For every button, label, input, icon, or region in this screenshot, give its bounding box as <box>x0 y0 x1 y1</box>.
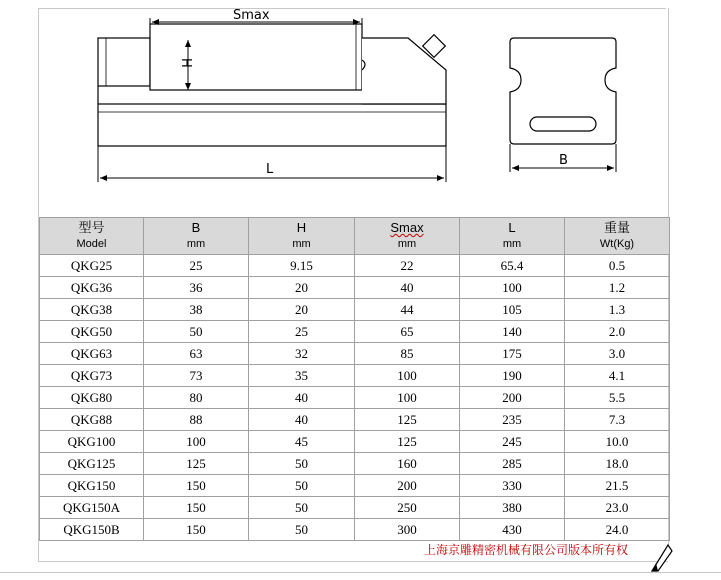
cell-smax: 22 <box>355 255 460 277</box>
cell-weight: 21.5 <box>565 475 670 497</box>
cell-smax: 100 <box>355 387 460 409</box>
cell-b: 38 <box>144 299 249 321</box>
l-label: L <box>266 162 274 177</box>
cell-l: 100 <box>460 277 565 299</box>
cell-weight: 18.0 <box>565 453 670 475</box>
table-row <box>40 255 670 277</box>
cell-model: QKG38 <box>40 299 144 321</box>
table-row <box>40 321 670 343</box>
cell-weight: 0.5 <box>565 255 670 277</box>
cell-model: QKG150 <box>40 475 144 497</box>
cell-h: 40 <box>249 387 355 409</box>
cell-weight: 24.0 <box>565 519 670 541</box>
cell-model: QKG125 <box>40 453 144 475</box>
cell-l: 190 <box>460 365 565 387</box>
cell-smax: 125 <box>355 409 460 431</box>
cell-l: 200 <box>460 387 565 409</box>
cell-l: 285 <box>460 453 565 475</box>
cell-l: 140 <box>460 321 565 343</box>
cell-h: 50 <box>249 475 355 497</box>
page-curl-icon <box>650 543 674 573</box>
cell-b: 63 <box>144 343 249 365</box>
cell-b: 150 <box>144 497 249 519</box>
cell-weight: 10.0 <box>565 431 670 453</box>
cell-b: 80 <box>144 387 249 409</box>
table-row <box>40 277 670 299</box>
cell-b: 73 <box>144 365 249 387</box>
table-row <box>40 431 670 453</box>
cell-weight: 23.0 <box>565 497 670 519</box>
cell-smax: 160 <box>355 453 460 475</box>
table-header-row <box>40 218 670 255</box>
cell-b: 100 <box>144 431 249 453</box>
table-row <box>40 299 670 321</box>
cell-weight: 1.3 <box>565 299 670 321</box>
cell-l: 235 <box>460 409 565 431</box>
cell-h: 35 <box>249 365 355 387</box>
cell-weight: 1.2 <box>565 277 670 299</box>
table-row <box>40 343 670 365</box>
cell-l: 105 <box>460 299 565 321</box>
cell-h: 25 <box>249 321 355 343</box>
cell-smax: 65 <box>355 321 460 343</box>
cell-b: 36 <box>144 277 249 299</box>
cell-b: 125 <box>144 453 249 475</box>
cell-b: 150 <box>144 475 249 497</box>
header-b: B mm <box>144 218 249 255</box>
cell-model: QKG100 <box>40 431 144 453</box>
table-row <box>40 475 670 497</box>
cell-l: 330 <box>460 475 565 497</box>
cell-l: 65.4 <box>460 255 565 277</box>
vise-end-view <box>510 38 616 144</box>
cell-model: QKG63 <box>40 343 144 365</box>
cell-weight: 2.0 <box>565 321 670 343</box>
cell-h: 32 <box>249 343 355 365</box>
cell-h: 40 <box>249 409 355 431</box>
cell-b: 50 <box>144 321 249 343</box>
header-smax: Smax mm <box>355 218 460 255</box>
cell-smax: 40 <box>355 277 460 299</box>
table-row <box>40 365 670 387</box>
cell-model: QKG25 <box>40 255 144 277</box>
table-row <box>40 387 670 409</box>
copyright-notice: 上海京雕精密机械有限公司版本所有权 <box>424 543 629 557</box>
table-row <box>40 409 670 431</box>
cell-model: QKG150A <box>40 497 144 519</box>
cell-model: QKG50 <box>40 321 144 343</box>
b-label: B <box>559 153 568 168</box>
cell-smax: 250 <box>355 497 460 519</box>
h-label: H <box>178 58 193 68</box>
cell-model: QKG73 <box>40 365 144 387</box>
cell-model: QKG36 <box>40 277 144 299</box>
table-row <box>40 519 670 541</box>
header-weight: 重量 Wt(Kg) <box>565 218 670 255</box>
header-l: L mm <box>460 218 565 255</box>
table-row <box>40 453 670 475</box>
cell-smax: 200 <box>355 475 460 497</box>
cell-h: 50 <box>249 497 355 519</box>
cell-b: 150 <box>144 519 249 541</box>
cell-b: 25 <box>144 255 249 277</box>
cell-smax: 85 <box>355 343 460 365</box>
specification-table <box>39 217 670 541</box>
cell-l: 245 <box>460 431 565 453</box>
page-bottom-border <box>38 561 668 562</box>
cell-h: 20 <box>249 277 355 299</box>
cell-h: 50 <box>249 453 355 475</box>
cell-weight: 4.1 <box>565 365 670 387</box>
cell-smax: 100 <box>355 365 460 387</box>
vise-technical-drawing <box>0 0 721 215</box>
cell-h: 45 <box>249 431 355 453</box>
cell-smax: 300 <box>355 519 460 541</box>
cell-model: QKG88 <box>40 409 144 431</box>
cell-l: 380 <box>460 497 565 519</box>
cell-h: 9.15 <box>249 255 355 277</box>
smax-label: Smax <box>233 8 270 23</box>
cell-h: 20 <box>249 299 355 321</box>
header-model: 型号 Model <box>40 218 144 255</box>
cell-l: 430 <box>460 519 565 541</box>
cell-l: 175 <box>460 343 565 365</box>
cell-smax: 125 <box>355 431 460 453</box>
cell-b: 88 <box>144 409 249 431</box>
cell-model: QKG80 <box>40 387 144 409</box>
header-h: H mm <box>249 218 355 255</box>
vise-side-view <box>98 24 446 146</box>
cell-model: QKG150B <box>40 519 144 541</box>
cell-h: 50 <box>249 519 355 541</box>
cell-weight: 5.5 <box>565 387 670 409</box>
cell-weight: 7.3 <box>565 409 670 431</box>
cell-smax: 44 <box>355 299 460 321</box>
table-row <box>40 497 670 519</box>
outer-bottom-border <box>0 572 721 573</box>
cell-weight: 3.0 <box>565 343 670 365</box>
